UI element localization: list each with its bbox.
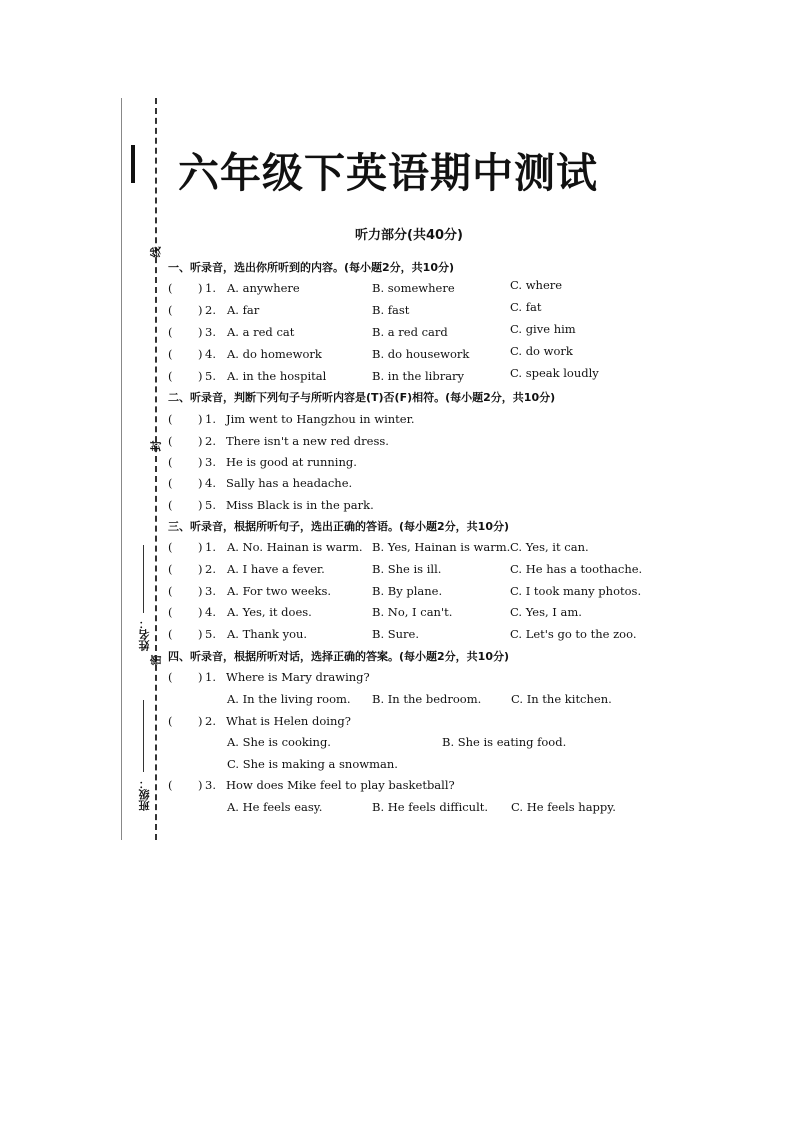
option-c: C. Let's go to the zoo.	[510, 627, 637, 641]
s4-question-2	[168, 714, 648, 732]
question-number: 2.	[205, 303, 216, 317]
name-field-line[interactable]	[143, 545, 144, 613]
option-a: A. anywhere	[227, 281, 300, 295]
answer-paren-close: )	[198, 303, 203, 317]
answer-paren-open[interactable]: (	[168, 670, 173, 684]
question-number: 2.	[205, 562, 216, 576]
answer-paren-open[interactable]: (	[168, 584, 173, 598]
answer-paren-open[interactable]: (	[168, 476, 173, 490]
statement-text: Jim went to Hangzhou in winter.	[226, 412, 415, 426]
class-label: 班级：	[138, 778, 151, 811]
cut-char-line: 线	[149, 246, 163, 258]
option-a: A. a red cat	[227, 325, 295, 339]
question-number: 5.	[205, 369, 216, 383]
option-b: B. By plane.	[372, 584, 443, 598]
option-a: A. I have a fever.	[227, 562, 325, 576]
answer-paren-close: )	[198, 584, 203, 598]
option-a: A. For two weeks.	[227, 584, 332, 598]
s4-question-3	[168, 778, 648, 796]
s1-question-4	[168, 344, 648, 365]
answer-paren-open[interactable]: (	[168, 778, 173, 792]
cut-char-seal: 封	[149, 440, 163, 452]
option-c: C. He feels happy.	[511, 800, 616, 814]
option-c: C. speak loudly	[510, 366, 599, 380]
question-number: 2.	[205, 434, 216, 448]
option-c: C. fat	[510, 300, 542, 314]
option-c: C. Yes, it can.	[510, 540, 589, 554]
s3-question-1	[168, 540, 648, 558]
s4-question-2-options-c	[168, 757, 648, 775]
answer-paren-close: )	[198, 670, 203, 684]
option-b: B. Sure.	[372, 627, 420, 641]
question-number: 1.	[205, 670, 216, 684]
statement-text: Sally has a headache.	[226, 476, 353, 490]
option-b: B. do housework	[372, 347, 470, 361]
s2-question-2	[168, 434, 648, 452]
answer-paren-close: )	[198, 605, 203, 619]
option-b: B. She is ill.	[372, 562, 442, 576]
statement-text: There isn't a new red dress.	[226, 434, 389, 448]
question-text: Where is Mary drawing?	[226, 670, 370, 684]
question-number: 1.	[205, 412, 216, 426]
answer-paren-close: )	[198, 476, 203, 490]
answer-paren-open[interactable]: (	[168, 605, 173, 619]
answer-paren-open[interactable]: (	[168, 498, 173, 512]
question-number: 4.	[205, 605, 216, 619]
section-4-heading: 四、听录音，根据所听对话，选择正确的答案。(每小题2分，共10分)	[168, 650, 510, 663]
s1-question-3	[168, 322, 648, 343]
answer-paren-open[interactable]: (	[168, 714, 173, 728]
question-number: 2.	[205, 714, 216, 728]
answer-paren-open[interactable]: (	[168, 281, 173, 295]
answer-paren-close: )	[198, 455, 203, 469]
question-number: 1.	[205, 540, 216, 554]
s4-question-1-options	[168, 692, 648, 710]
option-c: C. do work	[510, 344, 573, 358]
cut-char-secret: 密	[149, 654, 163, 666]
s3-question-5	[168, 627, 648, 645]
option-a: A. Yes, it does.	[227, 605, 312, 619]
option-c: C. Yes, I am.	[510, 605, 582, 619]
answer-paren-open[interactable]: (	[168, 455, 173, 469]
option-b: B. a red card	[372, 325, 448, 339]
question-number: 3.	[205, 325, 216, 339]
binding-dashed-line	[155, 98, 157, 840]
question-number: 3.	[205, 778, 216, 792]
option-a: A. She is cooking.	[227, 735, 331, 749]
s1-question-5	[168, 366, 648, 387]
statement-text: Miss Black is in the park.	[226, 498, 374, 512]
s1-question-1	[168, 278, 648, 299]
question-text: What is Helen doing?	[226, 714, 351, 728]
answer-paren-close: )	[198, 562, 203, 576]
option-b: B. somewhere	[372, 281, 455, 295]
option-c: C. She is making a snowman.	[227, 757, 398, 771]
statement-text: He is good at running.	[226, 455, 357, 469]
answer-paren-close: )	[198, 347, 203, 361]
option-c: C. I took many photos.	[510, 584, 642, 598]
binding-mark	[131, 145, 135, 183]
answer-paren-open[interactable]: (	[168, 627, 173, 641]
s4-question-3-options	[168, 800, 648, 818]
answer-paren-close: )	[198, 434, 203, 448]
answer-paren-open[interactable]: (	[168, 540, 173, 554]
s3-question-3	[168, 584, 648, 602]
s4-question-2-options-ab	[168, 735, 648, 753]
answer-paren-close: )	[198, 627, 203, 641]
answer-paren-open[interactable]: (	[168, 347, 173, 361]
s2-question-3	[168, 455, 648, 473]
section-2-heading: 二、听录音，判断下列句子与所听内容是(T)否(F)相符。(每小题2分，共10分)	[168, 391, 556, 404]
s3-question-2	[168, 562, 648, 580]
name-label: 姓名：	[138, 618, 151, 651]
answer-paren-open[interactable]: (	[168, 325, 173, 339]
s2-question-1	[168, 412, 648, 430]
answer-paren-open[interactable]: (	[168, 369, 173, 383]
s4-question-1	[168, 670, 648, 688]
option-b: B. She is eating food.	[442, 735, 567, 749]
s3-question-4	[168, 605, 648, 623]
answer-paren-open[interactable]: (	[168, 412, 173, 426]
option-a: A. He feels easy.	[227, 800, 323, 814]
s2-question-4	[168, 476, 648, 494]
question-number: 4.	[205, 476, 216, 490]
option-a: A. No. Hainan is warm.	[227, 540, 363, 554]
option-b: B. No, I can't.	[372, 605, 453, 619]
option-c: C. In the kitchen.	[511, 692, 612, 706]
s1-question-2	[168, 300, 648, 321]
option-a: A. far	[227, 303, 260, 317]
section-1-heading: 一、听录音，选出你所听到的内容。(每小题2分，共10分)	[168, 261, 455, 274]
section-3-heading: 三、听录音，根据所听句子，选出正确的答语。(每小题2分，共10分)	[168, 520, 510, 533]
question-number: 1.	[205, 281, 216, 295]
answer-paren-close: )	[198, 325, 203, 339]
question-text: How does Mike feel to play basketball?	[226, 778, 455, 792]
answer-paren-close: )	[198, 281, 203, 295]
s2-question-5	[168, 498, 648, 516]
question-number: 4.	[205, 347, 216, 361]
answer-paren-close: )	[198, 714, 203, 728]
question-number: 5.	[205, 498, 216, 512]
option-c: C. give him	[510, 322, 576, 336]
question-number: 5.	[205, 627, 216, 641]
answer-paren-close: )	[198, 369, 203, 383]
class-field-line[interactable]	[143, 700, 144, 772]
answer-paren-close: )	[198, 540, 203, 554]
answer-paren-close: )	[198, 778, 203, 792]
page-title: 六年级下英语期中测试	[178, 149, 598, 197]
answer-paren-open[interactable]: (	[168, 562, 173, 576]
option-a: A. in the hospital	[227, 369, 327, 383]
option-c: C. He has a toothache.	[510, 562, 643, 576]
option-c: C. where	[510, 278, 563, 292]
option-b: B. fast	[372, 303, 410, 317]
answer-paren-close: )	[198, 498, 203, 512]
section-subtitle: 听力部分(共40分)	[355, 228, 463, 243]
option-b: B. Yes, Hainan is warm.	[372, 540, 511, 554]
question-number: 3.	[205, 455, 216, 469]
option-b: B. In the bedroom.	[372, 692, 482, 706]
answer-paren-open[interactable]: (	[168, 303, 173, 317]
answer-paren-close: )	[198, 412, 203, 426]
option-a: A. do homework	[227, 347, 322, 361]
answer-paren-open[interactable]: (	[168, 434, 173, 448]
option-a: A. In the living room.	[227, 692, 351, 706]
option-b: B. He feels difficult.	[372, 800, 489, 814]
option-a: A. Thank you.	[227, 627, 308, 641]
question-number: 3.	[205, 584, 216, 598]
option-b: B. in the library	[372, 369, 465, 383]
binding-solid-line	[121, 98, 122, 840]
